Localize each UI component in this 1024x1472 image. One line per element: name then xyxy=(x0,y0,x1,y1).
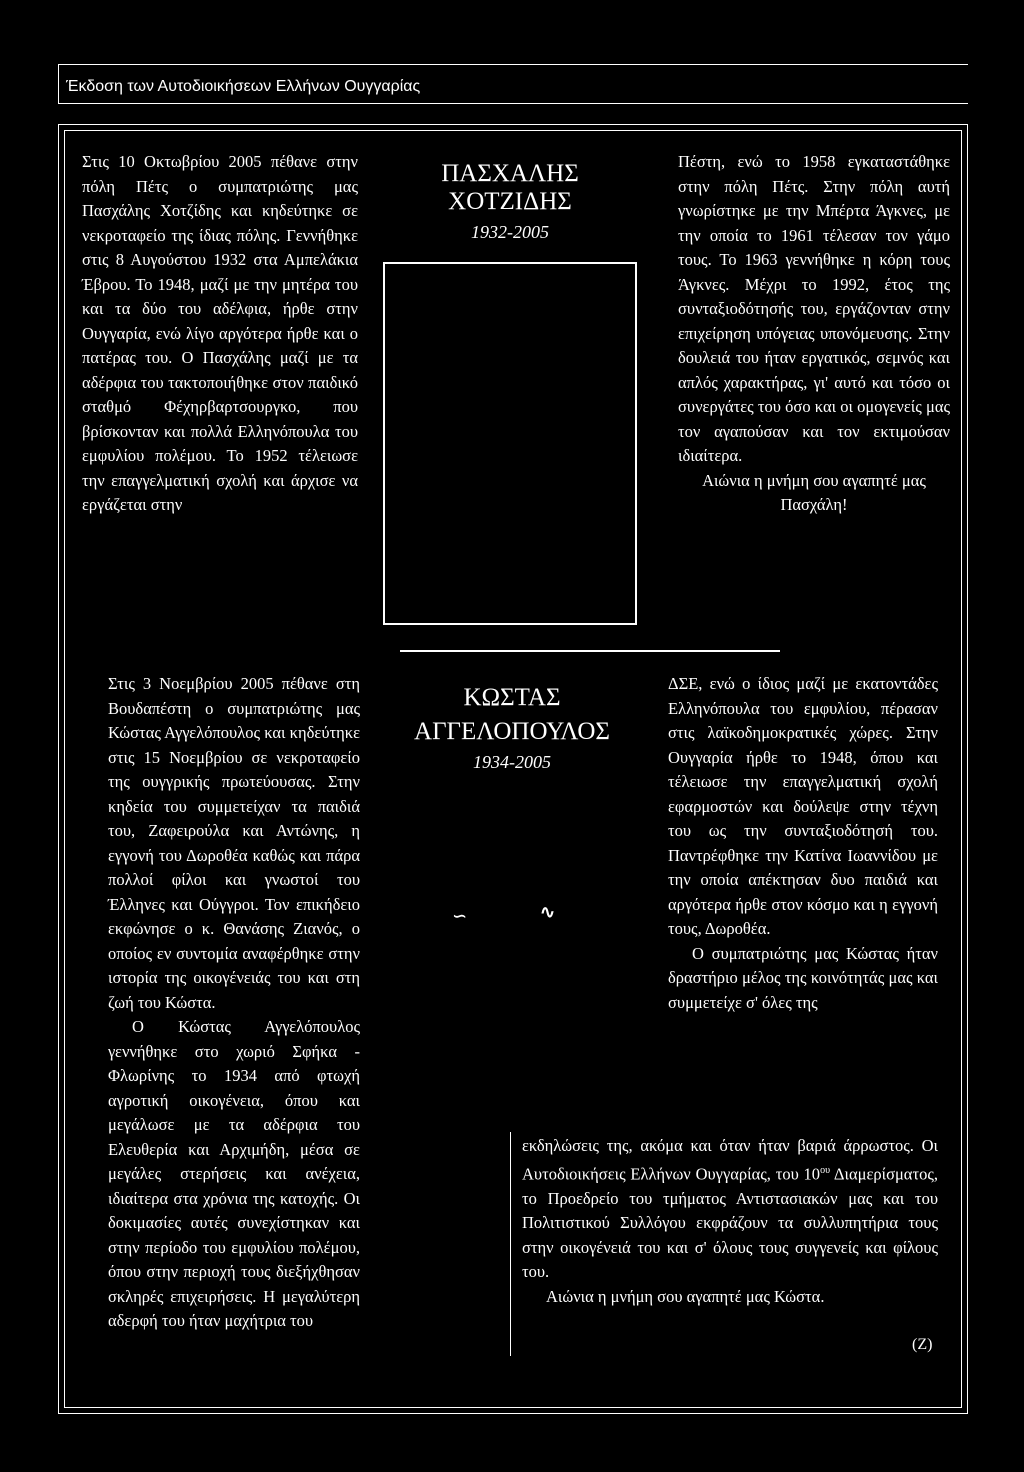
obituary-2-left-text: Στις 3 Νοεμβρίου 2005 πέθανε στη Βουδαπέστη ο συμπατριώτης μας Κώστας Αγγελόπουλος και κηδεύτηκε στις 15 Νοεμβρίου σε νεκροταφείο της ουγγρικής πρωτεύουσας. Στην κηδεία του συμμετείχαν τα παιδιά του, Ζαφειρούλα και Αντώνης, η εγγονή του Δωροθέα καθώς και πάρα πολλοί φίλοι και γνωστοί του Έλληνες και Ούγγροι. Τον επικήδειο εκφώνησε ο κ. Θανάσης Ζιανός, ο οποίος εν συντομία αναφέρθηκε στην ιστορία της οικογένειάς του και στη ζωή του Κώστα. xyxy=(108,674,360,1012)
obituary-2-right-text-2: Ο συμπατριώτης μας Κώστας ήταν δραστήριο μέλος της κοινότητάς μας και συμμετείχε σ' όλες της xyxy=(668,943,938,1012)
header-left-tick xyxy=(58,64,59,104)
obituary-2-bottom-right-text-b: Διαμερίσματος, το Προεδρείο του τμήματος Αντιστασιακών μας και του Πολιτιστικού Συλλόγου εκφράζουν τα συλλυπητήρια τους στην οικογένειά του και σ' όλους τους συγγενείς και φίλους του. xyxy=(522,1164,938,1281)
obituary-2-right-text-1: ΔΣΕ, ενώ ο ίδιος μαζί με εκατοντάδες Ελληνόπουλα του εμφυλίου, πέρασαν στις λαϊκοδημοκρατικές χώρες. Στην Ουγγαρία ήρθε το 1948, όπου και τέλειωσε την επαγγελματική σχολή εφαρμοστών και δούλεψε στην τέχνη του ως την συνταξιοδότησή του. Παντρέφθηκε την Κατίνα Ιωαννίδου με την οποία απέκτησαν δυο παιδιά και αργότερα ήρθε στον κόσμο και η εγγονή τους, Δωροθέα. xyxy=(668,674,938,938)
obituary-2-right-column xyxy=(668,672,938,1015)
obituary-2-ordinal-suffix: ου xyxy=(820,1164,831,1176)
obituary-2-name-line1: ΚΩΣΤΑΣ xyxy=(463,684,561,711)
obituary-1-left-column xyxy=(82,150,358,518)
photo-artifact-right-icon: ∿ xyxy=(540,902,556,922)
obituary-1-name-line2: ΧΟΤΖΙΔΗΣ xyxy=(448,188,572,215)
obituary-1-name-line1: ΠΑΣΧΑΛΗΣ xyxy=(441,160,579,187)
publication-header: Έκδοση των Αυτοδιοικήσεων Ελλήνων Ουγγαρίας xyxy=(66,78,421,95)
header-rule-top xyxy=(58,64,968,65)
obituary-2-closing: Αιώνια η μνήμη σου αγαπητέ μας Κώστα. xyxy=(546,1286,825,1306)
obituary-2-bottom-right-text-a: εκδηλώσεις της, ακόμα και όταν ήταν βαριά άρρωστος. Οι Αυτοδιοικήσεις Ελλήνων Ουγγαρίας, του 10 xyxy=(522,1136,938,1183)
obituary-1-years: 1932-2005 xyxy=(471,222,549,242)
obituary-1-left-text: Στις 10 Οκτωβρίου 2005 πέθανε στην πόλη Πέτς ο συμπατριώτης μας Πασχάλης Χοτζίδης και κηδεύτηκε σε νεκροταφείο της ίδιας πόλης. Γεννήθηκε στις 8 Αυγούστου 1932 στα Αμπελάκια Έβρου. Το 1948, μαζί με την μητέρα του και τα δύο του αδέλφια, ήρθε στην Ουγγαρία, ενώ λίγο αργότερα ήρθε και ο πατέρας του. Ο Πασχάλης μαζί με τα αδέρφια του τακτοποιήθηκε στον παιδικό σταθμό Φέχηρβαρτσουργκο, που βρίσκονταν και πολλά Ελληνόπουλα του εμφυλίου πολέμου. Το 1952 τέλειωσε την επαγγελματική σχολή και άρχισε να εργάζεται στην xyxy=(82,152,358,514)
obituary-1-heading xyxy=(380,160,640,243)
column-divider xyxy=(510,1132,511,1356)
header-rule-bottom xyxy=(58,103,968,104)
obituary-2-bottom-left-text: Ο Κώστας Αγγελόπουλος γεννήθηκε στο χωριό Σφήκα - Φλωρίνης το 1934 από φτωχή αγροτική οικογένεια, όπου και μεγάλωσε με τα αδέρφια του Ελευθερία και Αρχιμήδη, μέσα σε μεγάλες στερήσεις και ανέχεια, ιδιαίτερα στα χρόνια της κατοχής. Οι δοκιμασίες αυτές συνεχίστηκαν και στην περίοδο του εμφυλίου πολέμου, όπου στην περιοχή τους διεξήχθησαν σκληρές επιχειρήσεις. Η μεγαλύτερη αδερφή του ήταν μαχήτρια του xyxy=(108,1017,360,1330)
photo-artifact-left-icon: ∽ xyxy=(452,906,468,926)
section-divider xyxy=(400,650,780,652)
obituary-2-heading xyxy=(372,684,652,773)
obituary-1-right-column xyxy=(678,150,950,518)
obituary-2-photo xyxy=(392,788,644,1112)
obituary-2-bottom-right-text xyxy=(522,1134,938,1285)
obituary-2-name-line2: ΑΓΓΕΛΟΠΟΥΛΟΣ xyxy=(414,718,610,745)
obituary-1-right-text: Πέστη, ενώ το 1958 εγκαταστάθηκε στην πόλη Πέτς. Στην πόλη αυτή γνωρίστηκε με την Μπέρτα Άγκνες, με την οποία το 1961 τέλεσαν τον γάμο τους. Το 1963 γεννήθηκε η κόρη τους Άγκνες. Μέχρι το 1992, έτος της συνταξιοδότησής του, εργάζονταν στην επιχείρηση υπόγειας υπονόμευσης. Στην δουλειά του ήταν εργατικός, σεμνός και απλός χαρακτήρας, γι' αυτό και τόσο οι συνεργάτες του όσο και οι ομογενείς μας τον αγαπούσαν και τον εκτιμούσαν ιδιαίτερα. xyxy=(678,152,950,465)
obituary-2-bottom-right-column xyxy=(522,1134,938,1309)
author-signature: (Ζ) xyxy=(912,1336,933,1353)
obituary-2-left-column xyxy=(108,672,360,1334)
obituary-2-years: 1934-2005 xyxy=(473,752,551,772)
obituary-1-photo xyxy=(383,262,637,625)
obituary-1-closing: Αιώνια η μνήμη σου αγαπητέ μας Πασχάλη! xyxy=(702,470,926,514)
